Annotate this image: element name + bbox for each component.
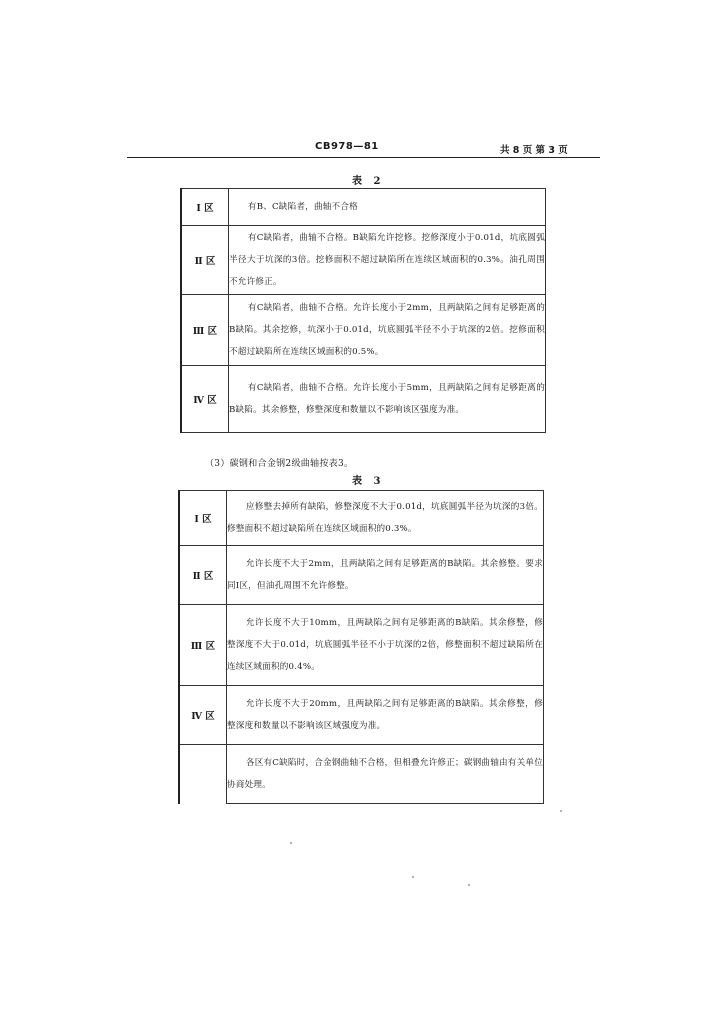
zone-requirement: 允许长度不大于20mm，且两缺陷之间有足够距离的B缺陷。其余修整，修整深度和数量以不影响该区域强度为准。: [227, 686, 544, 745]
scan-speck: [412, 876, 414, 878]
table-3: [178, 490, 544, 804]
header-page-number: 共 8 页 第 3 页: [500, 145, 568, 156]
zone-requirement: 应修整去掉所有缺陷，修整深度不大于0.01d，坑底圆弧半径为坑深的3倍。修整面积不超过缺陷所在连续区域面积的0.3%。: [227, 491, 544, 546]
zone-label: Ⅱ 区: [181, 226, 229, 295]
table-row: [181, 366, 546, 433]
table-row: [179, 686, 544, 745]
zone-requirement: 允许长度不大于2mm，且两缺陷之间有足够距离的B缺陷。其余修整。要求同Ⅰ区，但油孔周围不允许修整。: [227, 546, 544, 605]
zone-label: Ⅲ 区: [179, 605, 227, 686]
zone-requirement: 有C缺陷者，曲轴不合格。允许长度小于5mm，且两缺陷之间有足够距离的B缺陷。其余修整，修整深度和数量以不影响该区强度为准。: [229, 366, 546, 433]
zone-label: Ⅰ 区: [181, 189, 229, 226]
zone-label: Ⅲ 区: [181, 295, 229, 366]
zone-label: [179, 745, 227, 804]
table-row: [179, 605, 544, 686]
table-row: [179, 546, 544, 605]
zone-label: Ⅰ 区: [179, 491, 227, 546]
table2-caption: 表 2: [352, 176, 385, 187]
section-note: （3）碳钢和合金钢2级曲轴按表3。: [205, 459, 354, 469]
zone-requirement: 有B、C缺陷者，曲轴不合格: [229, 189, 546, 226]
zone-requirement: 允许长度不大于10mm，且两缺陷之间有足够距离的B缺陷。其余修整，修整深度不大于0.01d，坑底圆弧半径不小于坑深的2倍，修整面积不超过缺陷所在连续区域面积的0.4%。: [227, 605, 544, 686]
zone-requirement: 有C缺陷者，曲轴不合格。允许长度小于2mm，且两缺陷之间有足够距离的B缺陷。其余挖修，坑深小于0.01d，坑底圆弧半径不小于坑深的2倍。挖修面积不超过缺陷所在连续区域面积的0.5%。: [229, 295, 546, 366]
zone-label: Ⅱ 区: [179, 546, 227, 605]
table-row: [179, 745, 544, 804]
zone-requirement: 各区有C缺陷时，合金钢曲轴不合格，但相叠允许修正；碳钢曲轴由有关单位协商处理。: [227, 745, 544, 804]
header-rule: [127, 157, 600, 158]
zone-label: Ⅳ 区: [181, 366, 229, 433]
table3-caption: 表 3: [352, 476, 385, 487]
table-row: [181, 295, 546, 366]
table-row: [181, 189, 546, 226]
zone-requirement: 有C缺陷者，曲轴不合格。B缺陷允许挖修。挖修深度小于0.01d，坑底圆弧半径大于坑深的3倍。挖修面积不超过缺陷所在连续区域面积的0.3%。油孔周围不允许修正。: [229, 226, 546, 295]
table-row: [179, 491, 544, 546]
table-2: [180, 188, 546, 433]
scan-speck: [560, 810, 562, 812]
header-code: CB978—81: [315, 141, 379, 152]
scan-speck: [290, 842, 292, 844]
zone-label: Ⅳ 区: [179, 686, 227, 745]
table-row: [181, 226, 546, 295]
scan-speck: [468, 884, 470, 886]
